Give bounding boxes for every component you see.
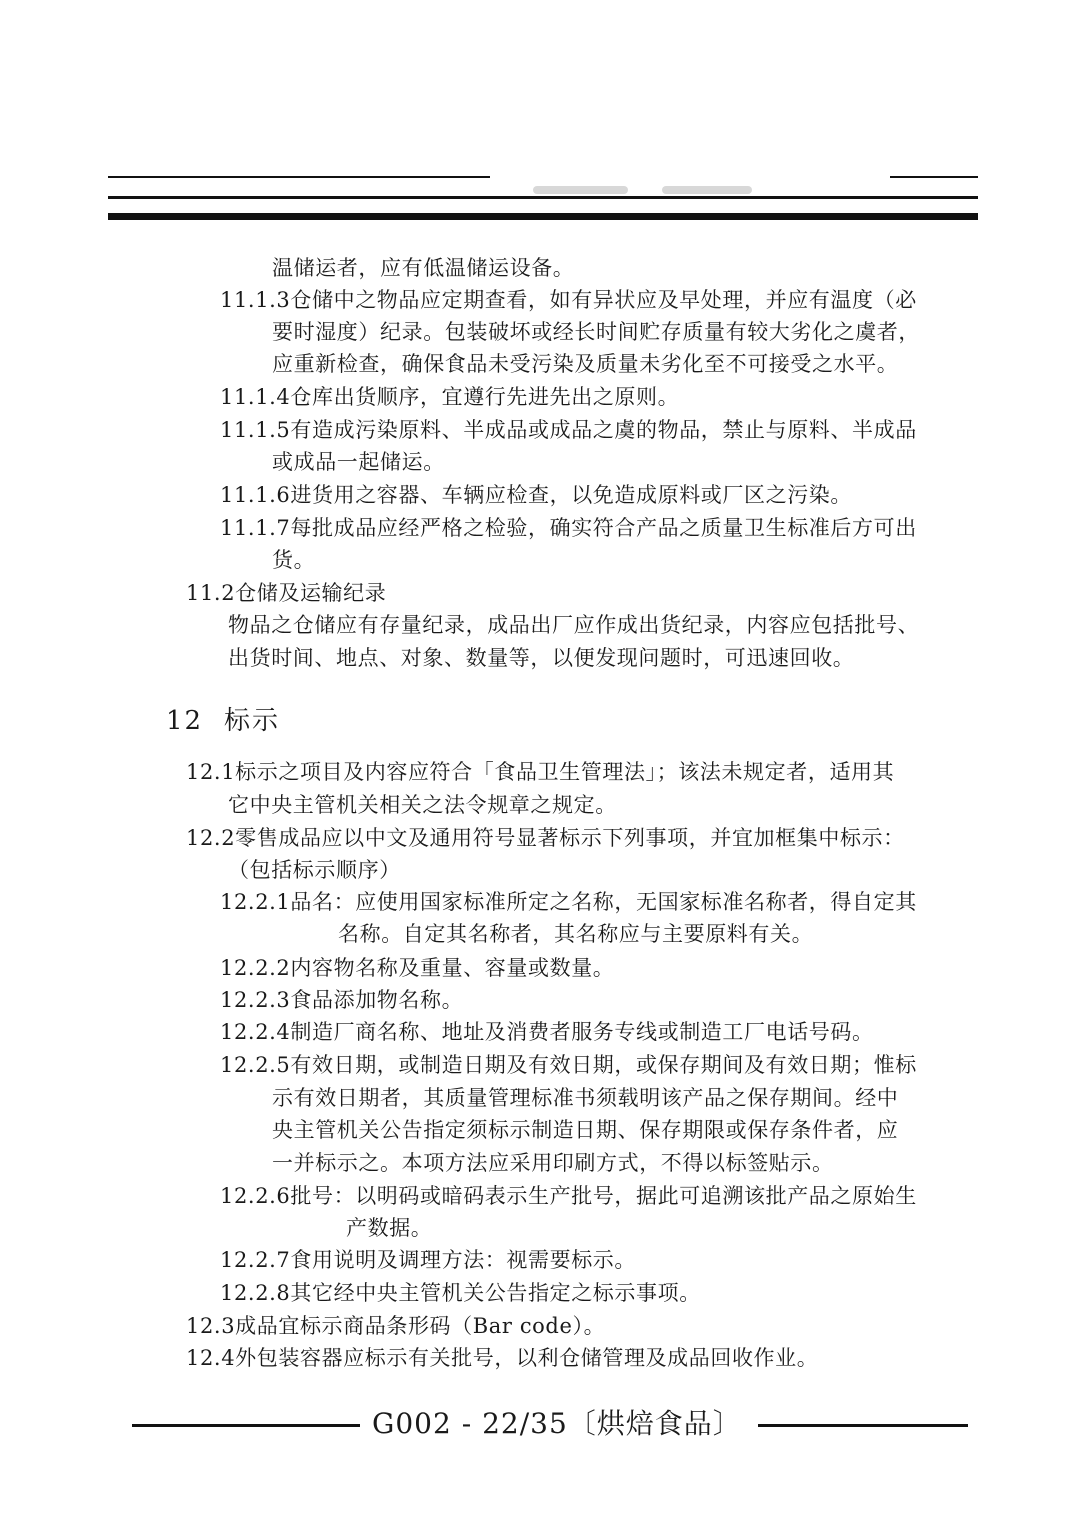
text-line: 央主管机关公告指定须标示制造日期、保存期限或保存条件者，应 xyxy=(272,1118,899,1142)
footer-rule-right xyxy=(758,1424,968,1427)
text-line: 12.2.4制造厂商名称、地址及消费者服务专线或制造工厂电话号码。 xyxy=(220,1020,874,1044)
text-line: 产数据。 xyxy=(346,1216,433,1240)
section-number: 12 xyxy=(166,706,204,736)
section-title: 标示 xyxy=(224,706,281,736)
header-rule-thin-right xyxy=(890,176,978,178)
text-line: 示有效日期者，其质量管理标准书须载明该产品之保存期间。经中 xyxy=(272,1086,899,1110)
text-line: 11.1.5有造成污染原料、半成品或成品之虞的物品，禁止与原料、半成品 xyxy=(220,418,917,442)
text-line: 12.4外包装容器应标示有关批号，以利仓储管理及成品回收作业。 xyxy=(186,1346,819,1370)
text-line: 12.2.7食用说明及调理方法：视需要标示。 xyxy=(220,1248,636,1272)
text-line: 一并标示之。本项方法应采用印刷方式，不得以标签贴示。 xyxy=(272,1151,834,1175)
text-line: 11.1.3仓储中之物品应定期查看，如有异状应及早处理，并应有温度（必 xyxy=(220,288,917,312)
text-line: 货。 xyxy=(272,548,316,572)
text-line: 12.2.6批号：以明码或暗码表示生产批号，据此可追溯该批产品之原始生 xyxy=(220,1184,917,1208)
footer-rule-left xyxy=(132,1424,360,1427)
text-line: 要时湿度）纪录。包装破坏或经长时间贮存质量有较大劣化之虞者， xyxy=(272,320,920,344)
text-line: 12.2零售成品应以中文及通用符号显著标示下列事项，并宜加框集中标示： xyxy=(186,826,905,850)
text-line: 名称。自定其名称者，其名称应与主要原料有关。 xyxy=(338,922,814,946)
text-line: 11.1.4仓库出货顺序，宜遵行先进先出之原则。 xyxy=(220,385,680,409)
text-line: 物品之仓储应有存量纪录，成品出厂应作成出货纪录，内容应包括批号、 xyxy=(228,613,920,637)
text-line: 12.1标示之项目及内容应符合「食品卫生管理法」；该法未规定者，适用其 xyxy=(186,760,895,784)
text-line: 11.1.7每批成品应经严格之检验，确实符合产品之质量卫生标准后方可出 xyxy=(220,516,917,540)
header-rule-medium xyxy=(108,196,978,199)
footer-page-label: G002 - 22/35〔烘焙食品〕 xyxy=(372,1407,742,1440)
header-smudge xyxy=(533,186,628,194)
text-line: 12.2.2内容物名称及重量、容量或数量。 xyxy=(220,956,615,980)
text-line: 它中央主管机关相关之法令规章之规定。 xyxy=(228,793,617,817)
header-smudge xyxy=(662,186,752,194)
text-line: 12.2.3食品添加物名称。 xyxy=(220,988,464,1012)
section-heading xyxy=(166,705,280,737)
text-line: 12.2.8其它经中央主管机关公告指定之标示事项。 xyxy=(220,1281,701,1305)
text-line: 11.2仓储及运输纪录 xyxy=(186,581,387,605)
text-line: 或成品一起储运。 xyxy=(272,450,445,474)
header-rule-thick xyxy=(108,213,978,220)
text-line: 12.3成品宜标示商品条形码（Bar code）。 xyxy=(186,1314,606,1338)
text-line: 12.2.5有效日期，或制造日期及有效日期，或保存期间及有效日期；惟标 xyxy=(220,1053,917,1077)
text-line: 12.2.1品名：应使用国家标准所定之名称，无国家标准名称者，得自定其 xyxy=(220,890,917,914)
text-line: 11.1.6进货用之容器、车辆应检查，以免造成原料或厂区之污染。 xyxy=(220,483,852,507)
header-rule-thin-left xyxy=(108,176,490,178)
text-line: 出货时间、地点、对象、数量等，以便发现问题时，可迅速回收。 xyxy=(228,646,855,670)
text-line: （包括标示顺序） xyxy=(228,858,401,882)
text-line: 温储运者，应有低温储运设备。 xyxy=(272,256,575,280)
text-line: 应重新检查，确保食品未受污染及质量未劣化至不可接受之水平。 xyxy=(272,352,899,376)
